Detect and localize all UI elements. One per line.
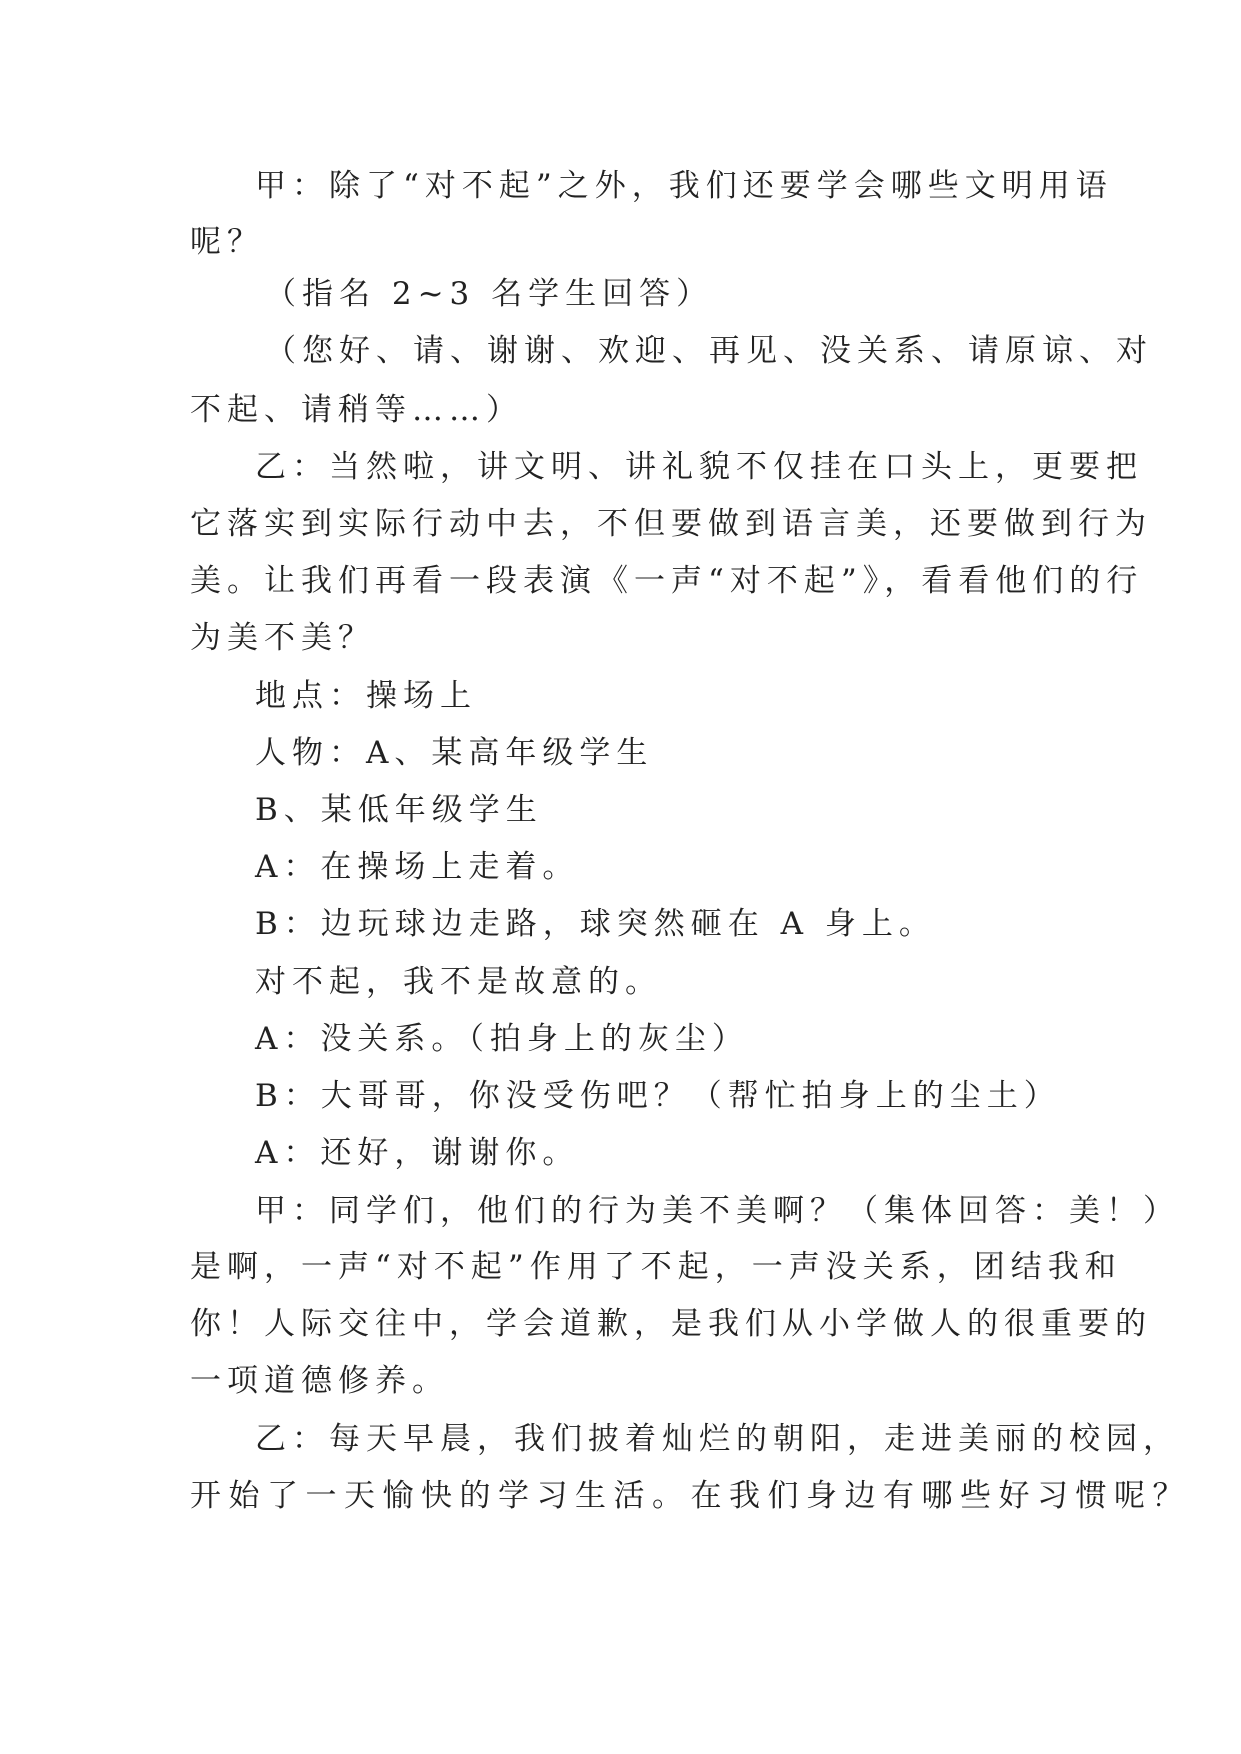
- text-line: 一项道德修养。: [190, 1363, 449, 1399]
- text-line: A：没关系。（拍身上的灰尘）: [255, 1021, 749, 1057]
- text-line: 开始了一天愉快的学习生活。在我们身边有哪些好习惯呢？: [190, 1478, 1191, 1514]
- text-line: 乙：每天早晨，我们披着灿烂的朝阳，走进美丽的校园，: [255, 1421, 1180, 1457]
- text-line: （您好、请、谢谢、欢迎、再见、没关系、请原谅、对: [265, 333, 1153, 369]
- text-line: （指名 2~3 名学生回答）: [265, 276, 714, 312]
- text-line: A：还好，谢谢你。: [255, 1135, 580, 1171]
- text-line: B：边玩球边走路，球突然砸在 A 身上。: [255, 906, 936, 942]
- text-line: 为美不美？: [190, 620, 375, 656]
- text-line: B、某低年级学生: [255, 792, 543, 828]
- text-line: 是啊，一声“对不起”作用了不起，一声没关系，团结我和: [190, 1249, 1122, 1285]
- text-line: B：大哥哥，你没受伤吧？（帮忙拍身上的尘土）: [255, 1078, 1061, 1114]
- text-line: 人物：A、某高年级学生: [255, 735, 654, 771]
- text-line: 它落实到实际行动中去，不但要做到语言美，还要做到行为: [190, 506, 1152, 542]
- text-line: 甲：同学们，他们的行为美不美啊？（集体回答：美！）: [255, 1193, 1180, 1229]
- text-line: A：在操场上走着。: [255, 849, 580, 885]
- text-line: 你！人际交往中，学会道歉，是我们从小学做人的很重要的: [190, 1306, 1152, 1342]
- text-line: 甲：除了“对不起”之外，我们还要学会哪些文明用语: [255, 168, 1113, 204]
- text-line: 不起、请稍等……）: [190, 392, 523, 428]
- text-line: 对不起，我不是故意的。: [255, 964, 662, 1000]
- text-line: 乙：当然啦，讲文明、讲礼貌不仅挂在口头上，更要把: [255, 449, 1143, 485]
- text-line: 呢？: [190, 224, 264, 260]
- text-line: 美。让我们再看一段表演《一声“对不起”》，看看他们的行: [190, 563, 1144, 599]
- text-line: 地点：操场上: [255, 678, 477, 714]
